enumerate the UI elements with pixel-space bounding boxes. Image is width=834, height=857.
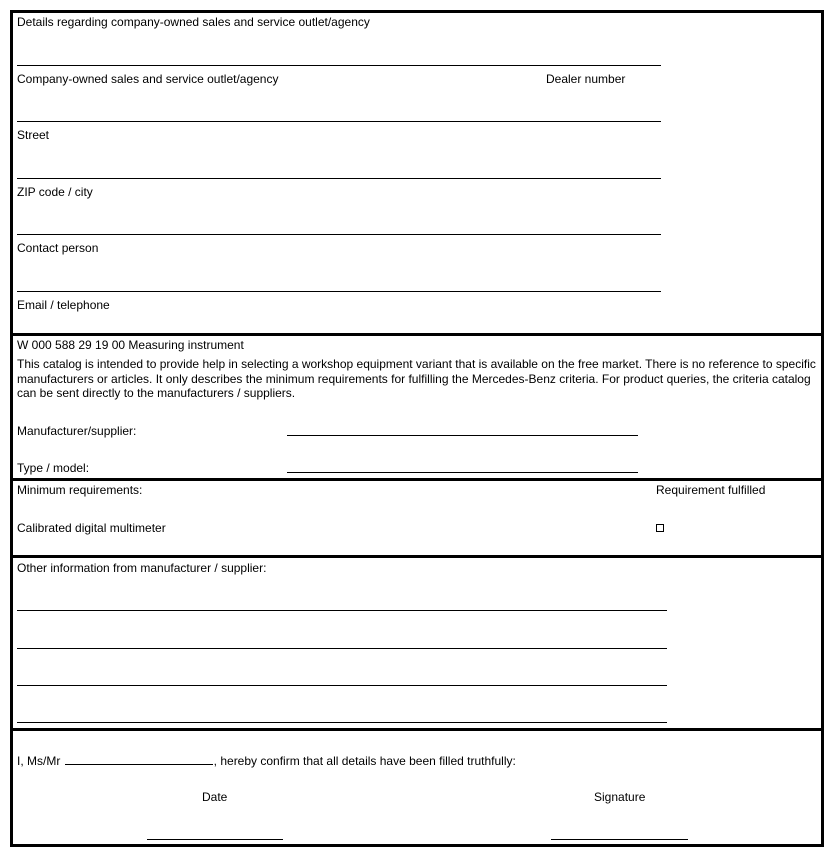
section-divider xyxy=(10,333,824,336)
outlet-label: Company-owned sales and service outlet/agency xyxy=(17,72,279,86)
signature-label: Signature xyxy=(594,790,646,804)
manufacturer-label: Manufacturer/supplier: xyxy=(17,424,137,438)
email-telephone-label: Email / telephone xyxy=(17,298,110,312)
confirmation-suffix: , hereby confirm that all details have been filled truthfully: xyxy=(213,754,516,768)
requirement-fulfilled-checkbox[interactable] xyxy=(656,524,664,532)
signature-input-line[interactable] xyxy=(551,839,688,840)
contact-person-label: Contact person xyxy=(17,241,99,255)
zip-city-input-line[interactable] xyxy=(17,178,661,179)
type-model-input-line[interactable] xyxy=(287,472,638,473)
requirements-heading: Minimum requirements: xyxy=(17,483,143,497)
confirmation-statement xyxy=(17,753,516,768)
instrument-description: This catalog is intended to provide help in selecting a workshop equipment variant that is available on the free market. There is no reference to specific manufacturers or articles. It only describes the minimum requirements for fulfilling the Mercedes-Benz criteria. For product queries, the criteria catalog can be sent directly to the manufacturers / suppliers. xyxy=(17,357,816,400)
type-model-label: Type / model: xyxy=(17,461,90,475)
date-label: Date xyxy=(202,790,228,804)
instrument-title: W 000 588 29 19 00 Measuring instrument xyxy=(17,338,244,352)
street-input-line[interactable] xyxy=(17,121,661,122)
other-info-line[interactable] xyxy=(17,648,667,649)
section-divider xyxy=(10,478,824,481)
section-divider xyxy=(10,728,824,731)
requirement-fulfilled-heading: Requirement fulfilled xyxy=(656,483,766,497)
outlet-input-line[interactable] xyxy=(17,65,661,66)
contact-person-input-line[interactable] xyxy=(17,234,661,235)
name-input-line[interactable] xyxy=(65,753,213,765)
dealer-number-label: Dealer number xyxy=(546,72,626,86)
date-input-line[interactable] xyxy=(147,839,283,840)
email-telephone-input-line[interactable] xyxy=(17,291,661,292)
manufacturer-input-line[interactable] xyxy=(287,435,638,436)
street-label: Street xyxy=(17,128,50,142)
section-divider xyxy=(10,555,824,558)
confirmation-prefix: I, Ms/Mr xyxy=(17,754,61,768)
other-info-heading: Other information from manufacturer / supplier: xyxy=(17,561,267,575)
other-info-line[interactable] xyxy=(17,610,667,611)
other-info-line[interactable] xyxy=(17,722,667,723)
zip-city-label: ZIP code / city xyxy=(17,185,93,199)
other-info-line[interactable] xyxy=(17,685,667,686)
outlet-heading: Details regarding company-owned sales and service outlet/agency xyxy=(17,15,370,29)
requirement-item-label: Calibrated digital multimeter xyxy=(17,521,166,535)
